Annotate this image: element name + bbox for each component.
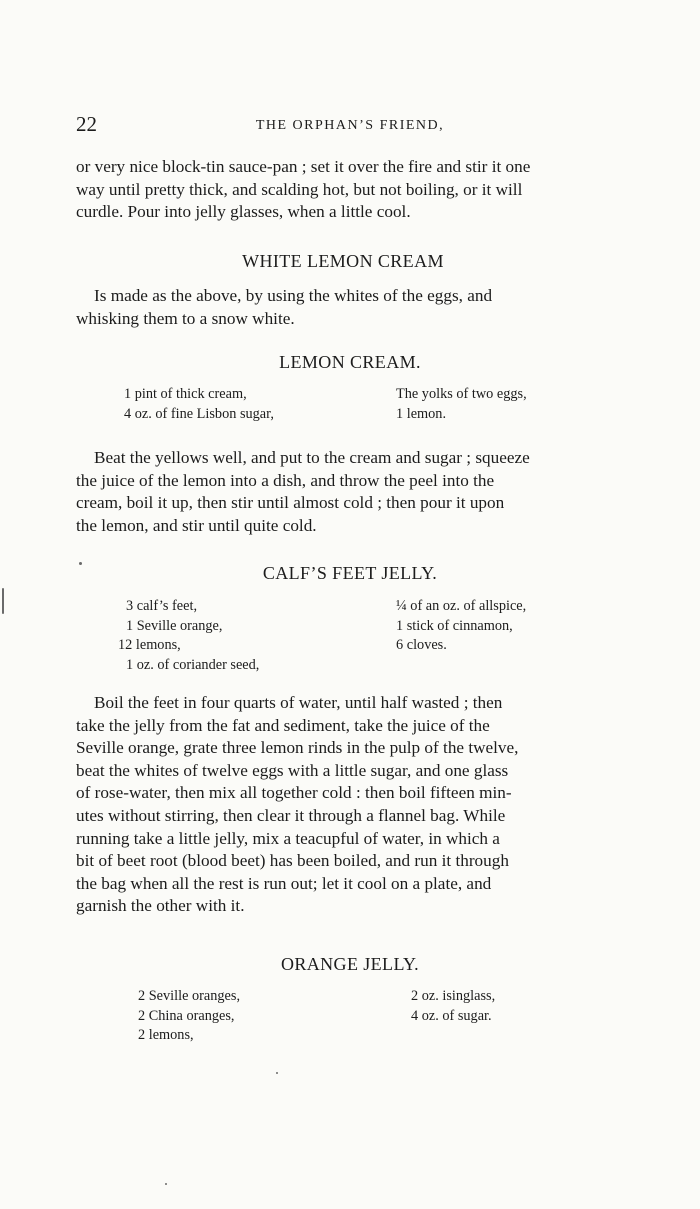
- text-line: of rose-water, then mix all together cold : then boil fifteen min-: [76, 783, 512, 803]
- ink-speck: [276, 1072, 278, 1074]
- text-line: garnish the other with it.: [76, 896, 245, 916]
- ingredients-right-orange-jelly: [411, 987, 495, 1026]
- text-line: way until pretty thick, and scalding hot, but not boiling, or it will: [76, 179, 523, 199]
- section-title-calfs-feet-jelly: CALF’S FEET JELLY.: [262, 563, 438, 583]
- section-title-lemon-cream: LEMON CREAM.: [279, 352, 421, 372]
- ingredients-left-calfs-feet-jelly: [118, 597, 259, 675]
- text-line: the bag when all the rest is run out; let it cool on a plate, and: [76, 873, 492, 893]
- ingredient-item: 4 oz. of sugar.: [411, 1007, 492, 1024]
- ingredient-item: 12 lemons,: [118, 637, 181, 654]
- ingredient-item: 1 lemon.: [396, 405, 447, 422]
- text-line: bit of beet root (blood beet) has been boiled, and run it through: [76, 851, 509, 871]
- text-line: the lemon, and stir until quite cold.: [76, 515, 317, 535]
- running-title: THE ORPHAN’S FRIEND,: [255, 118, 445, 133]
- text-line: take the jelly from the fat and sediment, take the juice of the: [76, 715, 490, 735]
- ingredient-item: 1 pint of thick cream,: [124, 386, 247, 402]
- ink-speck: [165, 1183, 167, 1185]
- text-line: or very nice block-tin sauce-pan ; set it over the fire and stir it one: [76, 157, 531, 176]
- lemon-cream-paragraph: [76, 447, 624, 537]
- ingredient-item: ¼ of an oz. of allspice,: [396, 598, 527, 614]
- ingredient-item: 1 Seville orange,: [126, 617, 223, 634]
- ingredient-item: 2 Seville oranges,: [138, 988, 241, 1004]
- text-line: the juice of the lemon into a dish, and throw the peel into the: [76, 470, 495, 490]
- ingredient-item: 6 cloves.: [396, 637, 447, 654]
- ingredient-item: 3 calf’s feet,: [126, 598, 198, 614]
- ingredients-left-lemon-cream: [124, 385, 274, 424]
- text-line: Seville orange, grate three lemon rinds in the pulp of the twelve,: [76, 738, 519, 758]
- ink-speck: [79, 562, 82, 565]
- ingredient-item: 2 oz. isinglass,: [411, 988, 496, 1004]
- intro-paragraph: [76, 156, 624, 224]
- white-lemon-cream-paragraph: [76, 285, 624, 330]
- ingredient-item: 2 lemons,: [138, 1027, 194, 1044]
- text-line: curdle. Pour into jelly glasses, when a little cool.: [76, 202, 411, 222]
- text-line: cream, boil it up, then stir until almost cold ; then pour it upon: [76, 493, 505, 513]
- section-title-white-lemon-cream: WHITE LEMON CREAM: [242, 251, 444, 271]
- page-header: [76, 112, 624, 142]
- ingredient-item: The yolks of two eggs,: [396, 386, 527, 402]
- ingredient-item: 1 oz. of coriander seed,: [126, 656, 260, 673]
- text-line: whisking them to a snow white.: [76, 308, 295, 328]
- section-title-orange-jelly: ORANGE JELLY.: [280, 954, 420, 974]
- text-line: running take a little jelly, mix a teacupful of water, in which a: [76, 828, 500, 848]
- ingredients-right-lemon-cream: [396, 385, 527, 424]
- text-line: Boil the feet in four quarts of water, until half wasted ; then: [94, 693, 503, 712]
- ingredient-item: 2 China oranges,: [138, 1007, 235, 1024]
- ink-speck: [2, 588, 4, 614]
- ingredients-left-orange-jelly: [138, 987, 240, 1046]
- ingredient-item: 1 stick of cinnamon,: [396, 617, 513, 634]
- text-line: Beat the yellows well, and put to the cream and sugar ; squeeze: [94, 448, 530, 467]
- ingredient-item: 4 oz. of fine Lisbon sugar,: [124, 405, 274, 422]
- text-line: Is made as the above, by using the whites of the eggs, and: [94, 286, 493, 305]
- page-number: 22: [76, 112, 97, 136]
- text-line: beat the whites of twelve eggs with a little sugar, and one glass: [76, 760, 509, 780]
- calfs-feet-jelly-paragraph: [76, 692, 624, 918]
- ingredients-right-calfs-feet-jelly: [396, 597, 526, 656]
- text-line: utes without stirring, then clear it through a flannel bag. While: [76, 805, 506, 825]
